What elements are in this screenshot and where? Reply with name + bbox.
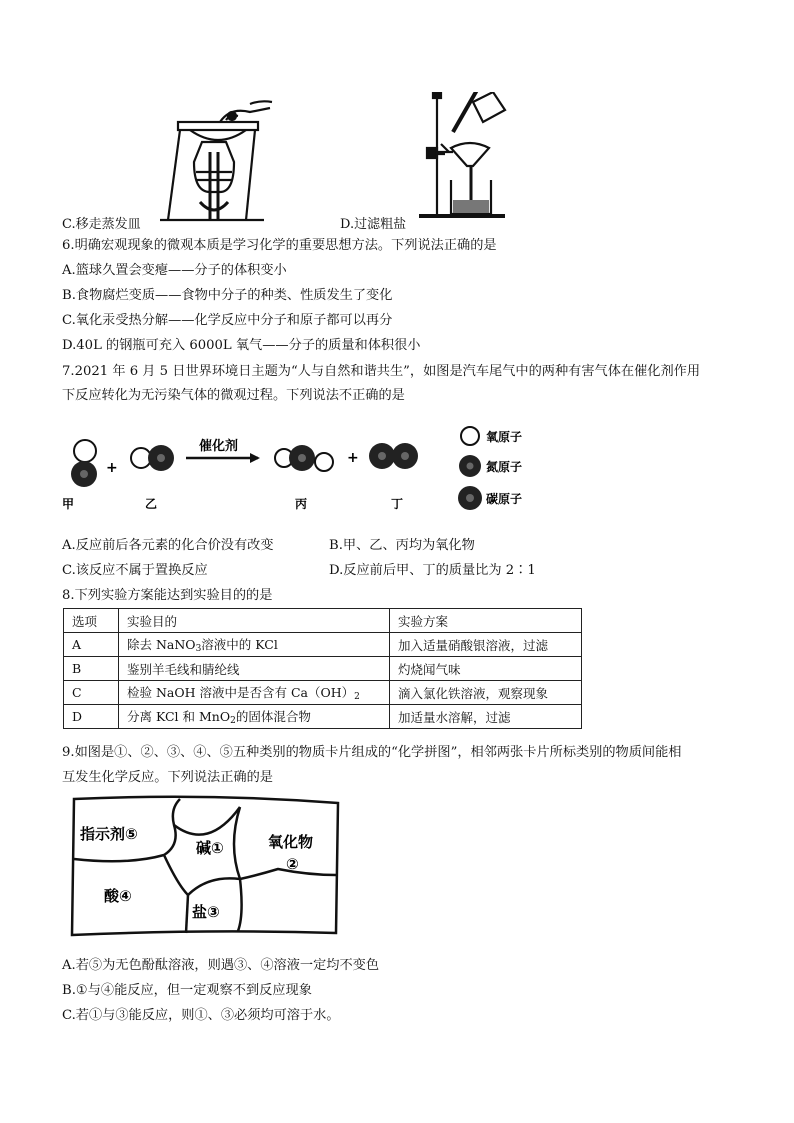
chemistry-puzzle	[68, 795, 344, 940]
table-header-row	[64, 609, 582, 633]
row-plan: 加入适量硝酸银溶液，过滤	[390, 633, 582, 657]
q6-option-b: B.食物腐烂变质——食物中分子的种类、性质发生了变化	[62, 288, 393, 303]
card-base: 碱①	[196, 839, 224, 857]
experiment-table	[63, 608, 582, 729]
label-yi: 乙	[145, 497, 158, 511]
q8-stem: 8.下列实验方案能达到实验目的的是	[62, 588, 273, 603]
evaporation-figure	[160, 92, 280, 224]
legend-nitrogen: 氮原子	[486, 460, 523, 474]
table-row	[64, 633, 582, 657]
plus-1: +	[106, 460, 118, 476]
header-option: 选项	[64, 609, 119, 633]
q6-stem: 6.明确宏观现象的微观本质是学习化学的重要思想方法。下列说法正确的是	[62, 238, 497, 253]
row-option: B	[64, 657, 119, 681]
table-row	[64, 681, 582, 705]
q6-option-a: A.篮球久置会变瘪——分子的体积变小	[62, 263, 287, 278]
q9-option-a: A.若⑤为无色酚酞溶液，则遇③、④溶液一定均不变色	[62, 958, 380, 973]
molecule-yi	[131, 445, 174, 471]
label-ding: 丁	[391, 497, 404, 511]
fig-d-caption: D.过滤粗盐	[340, 217, 407, 232]
fig-c-caption: C.移走蒸发皿	[62, 217, 141, 232]
header-plan: 实验方案	[390, 609, 582, 633]
reaction-diagram	[62, 418, 552, 518]
row-option: A	[64, 633, 119, 657]
card-oxide: 氧化物	[268, 833, 314, 851]
legend-carbon: 碳原子	[486, 492, 523, 506]
q7-stem-line1: 7.2021 年 6 月 5 日世界环境日主题为“人与自然和谐共生”，如图是汽车尾气中的两种有害气体在催化剂作用	[62, 364, 701, 379]
card-oxide-number: ②	[286, 855, 299, 873]
q6-option-d: D.40L 的钢瓶可充入 6000L 氧气——分子的质量和体积很小	[62, 338, 421, 353]
row-plan: 滴入氯化铁溶液，观察现象	[390, 681, 582, 705]
molecule-jia	[71, 440, 97, 487]
q6-option-c: C.氧化汞受热分解——化学反应中分子和原子都可以再分	[62, 313, 393, 328]
plus-2: +	[347, 450, 359, 466]
table-row	[64, 705, 582, 729]
row-goal: 除去 NaNO$_3$溶液中的 KCl	[119, 633, 390, 657]
row-plan: 灼烧闻气味	[390, 657, 582, 681]
card-acid: 酸④	[104, 887, 132, 905]
q7-option-d: D.反应前后甲、丁的质量比为 2∶1	[329, 563, 536, 578]
row-option: D	[64, 705, 119, 729]
filtration-figure	[415, 92, 525, 222]
card-indicator: 指示剂⑤	[80, 825, 138, 843]
row-goal: 检验 NaOH 溶液中是否含有 $Ca(OH)_2$	[119, 681, 390, 705]
legend-oxygen: 氧原子	[486, 430, 523, 444]
molecule-bing	[275, 445, 333, 471]
catalyst-label: 催化剂	[199, 439, 239, 454]
legend-oxygen-icon	[461, 427, 479, 445]
header-goal: 实验目的	[119, 609, 390, 633]
row-option: C	[64, 681, 119, 705]
label-jia: 甲	[62, 497, 75, 511]
q9-stem-line1: 9.如图是①、②、③、④、⑤五种类别的物质卡片组成的“化学拼图”，相邻两张卡片所标类别的物质间能相	[62, 745, 682, 760]
q7-stem-line2: 下反应转化为无污染气体的微观过程。下列说法不正确的是	[62, 388, 405, 403]
card-salt: 盐③	[192, 903, 220, 921]
row-plan: 加适量水溶解，过滤	[390, 705, 582, 729]
q9-stem-line2: 互发生化学反应。下列说法正确的是	[62, 770, 273, 785]
q7-option-a: A.反应前后各元素的化合价没有改变	[62, 538, 274, 553]
q7-option-c: C.该反应不属于置换反应	[62, 563, 208, 578]
label-bing: 丙	[295, 497, 308, 511]
q7-option-b: B.甲、乙、丙均为氧化物	[329, 538, 475, 553]
molecule-ding	[369, 443, 418, 469]
table-row	[64, 657, 582, 681]
q9-option-b: B.①与④能反应，但一定观察不到反应现象	[62, 983, 312, 998]
row-goal: 分离 KCl 和 MnO$_2$的固体混合物	[119, 705, 390, 729]
row-goal: 鉴别羊毛线和腈纶线	[119, 657, 390, 681]
q9-option-c: C.若①与③能反应，则①、③必须均可溶于水。	[62, 1008, 340, 1023]
arrow-head	[250, 453, 260, 463]
